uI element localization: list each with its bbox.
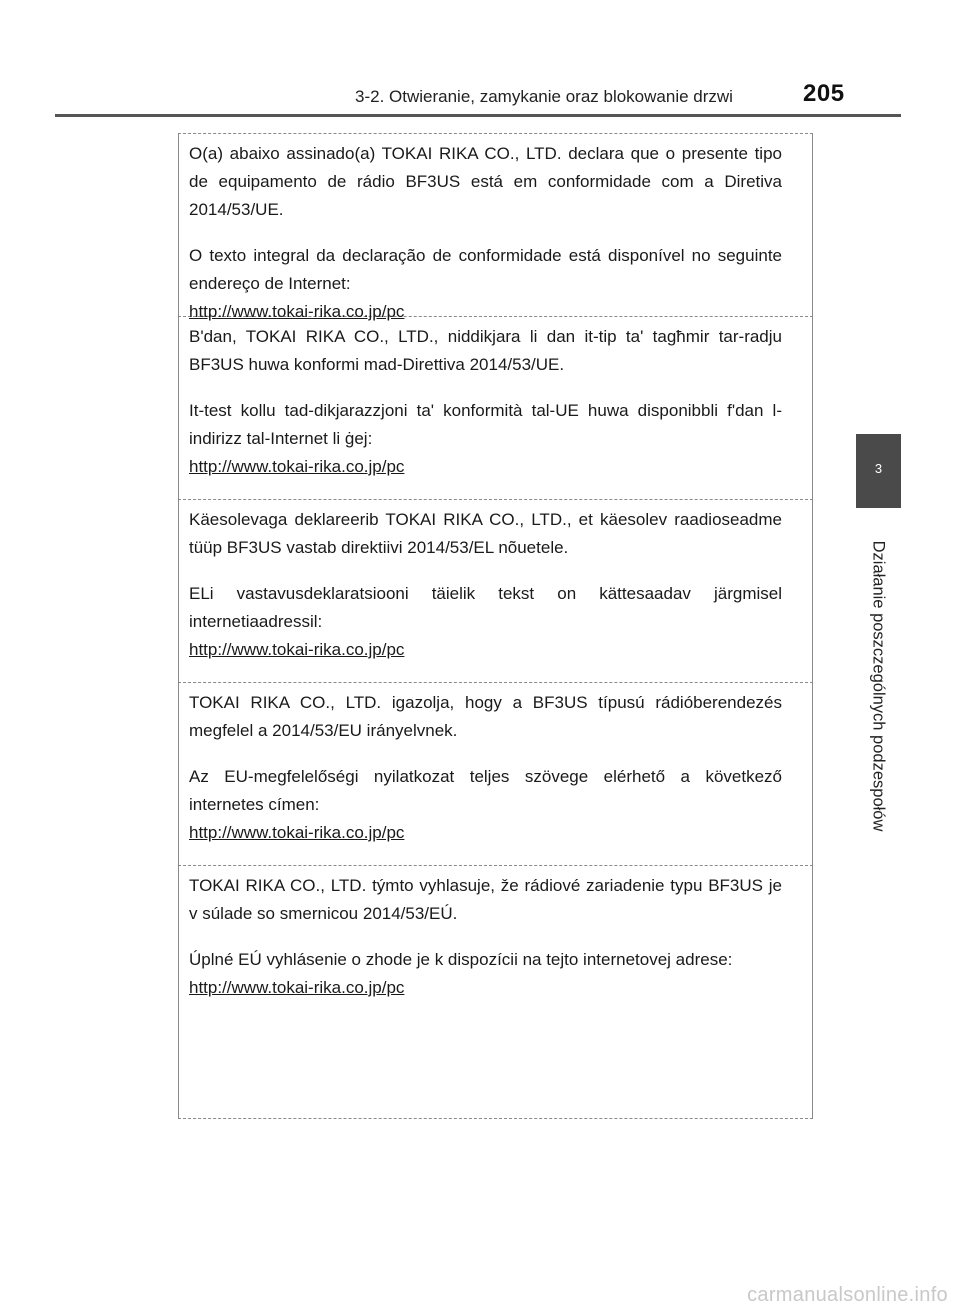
declaration-statement: B'dan, TOKAI RIKA CO., LTD., niddikjara li dan it-tip ta' tagħmir tar-radju BF3US huwa konformi mad-Direttiva 2014/53/UE.	[189, 327, 782, 374]
declaration-link[interactable]: http://www.tokai-rika.co.jp/pc	[189, 978, 405, 997]
declaration-link[interactable]: http://www.tokai-rika.co.jp/pc	[189, 457, 405, 476]
declaration-slovak	[178, 865, 813, 1119]
section-title: 3-2. Otwieranie, zamykanie oraz blokowanie drzwi	[355, 87, 733, 106]
declaration-link[interactable]: http://www.tokai-rika.co.jp/pc	[189, 823, 405, 842]
declaration-availability: ELi vastavusdeklaratsiooni täielik tekst on kättesaadav järgmisel internetiaadressil:	[189, 584, 782, 631]
declaration-statement: O(a) abaixo assinado(a) TOKAI RIKA CO., LTD. declara que o presente tipo de equipamento de rádio BF3US está em conformidade com a Diretiva 2014/53/UE.	[189, 144, 782, 219]
header-divider	[55, 114, 901, 117]
declaration-estonian	[178, 499, 813, 682]
declaration-link[interactable]: http://www.tokai-rika.co.jp/pc	[189, 640, 405, 659]
chapter-tab	[856, 434, 901, 508]
declarations-table	[178, 133, 813, 1119]
page-number: 205	[803, 80, 845, 107]
declaration-statement: TOKAI RIKA CO., LTD. týmto vyhlasuje, že rádiové zariadenie typu BF3US je v súlade so smernicou 2014/53/EÚ.	[189, 876, 782, 923]
declaration-availability: Az EU-megfelelőségi nyilatkozat teljes szövege elérhető a következő internetes címen:	[189, 767, 782, 814]
chapter-label: Działanie poszczególnych podzespołów	[869, 540, 888, 832]
declaration-availability: O texto integral da declaração de conformidade está disponível no seguinte endereço de Internet:	[189, 246, 782, 293]
declaration-link[interactable]: http://www.tokai-rika.co.jp/pc	[189, 302, 405, 321]
declaration-hungarian	[178, 682, 813, 865]
declaration-maltese	[178, 316, 813, 499]
declaration-portuguese	[178, 133, 813, 321]
declaration-statement: Käesolevaga deklareerib TOKAI RIKA CO., LTD., et käesolev raadioseadme tüüp BF3US vastab direktiivi 2014/53/EL nõuetele.	[189, 510, 782, 557]
chapter-number: 3	[874, 461, 883, 476]
declaration-availability: It-test kollu tad-dikjarazzjoni ta' konformità tal-UE huwa disponibbli f'dan l-indirizz tal-Internet li ġej:	[189, 401, 782, 448]
site-watermark: carmanualsonline.info	[747, 1284, 948, 1306]
declaration-statement: TOKAI RIKA CO., LTD. igazolja, hogy a BF3US típusú rádióberendezés megfelel a 2014/53/EU irányelvnek.	[189, 693, 782, 740]
declaration-availability: Úplné EÚ vyhlásenie o zhode je k dispozícii na tejto internetovej adrese:	[189, 950, 733, 969]
